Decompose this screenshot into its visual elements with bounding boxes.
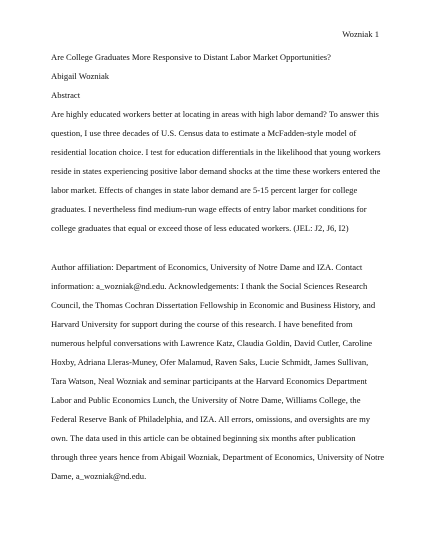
affiliation-line: Federal Reserve Bank of Philadelphia, and IZA. All errors, omissions, and oversights are my — [51, 414, 371, 424]
affiliation-line: Author affiliation: Department of Economics, University of Notre Dame and IZA. Contact — [51, 262, 363, 272]
abstract-heading: Abstract — [51, 90, 81, 100]
affiliation-line: Dame, a_wozniak@nd.edu. — [51, 471, 147, 481]
abstract-line: residential location choice. I test for education differentials in the likelihood that young workers — [51, 147, 381, 157]
abstract-line: reside in states experiencing positive labor demand shocks at the time these workers entered the — [51, 166, 381, 176]
abstract-line: Are highly educated workers better at locating in areas with high labor demand? To answer this — [51, 109, 379, 119]
abstract-line: question, I use three decades of U.S. Census data to estimate a McFadden-style model of — [51, 128, 357, 138]
affiliation-line: Hoxby, Adriana Lleras-Muney, Ofer Malamud, Raven Saks, Lucie Schmidt, James Sullivan, — [51, 357, 369, 367]
running-head: Wozniak 1 — [342, 29, 379, 39]
affiliation-line: own. The data used in this article can be obtained beginning six months after publication — [51, 433, 356, 443]
affiliation-line: Labor and Public Economics Lunch, the University of Notre Dame, Williams College, the — [51, 395, 361, 405]
abstract-line: labor market. Effects of changes in state labor demand are 5-15 percent larger for college — [51, 185, 358, 195]
paper-title: Are College Graduates More Responsive to Distant Labor Market Opportunities? — [51, 52, 331, 62]
affiliation-line: through three years hence from Abigail Wozniak, Department of Economics, University of Notre — [51, 452, 385, 462]
affiliation-line: Tara Watson, Neal Wozniak and seminar participants at the Harvard Economics Department — [51, 376, 368, 386]
abstract-line: college graduates that equal or exceed those of less educated workers. (JEL: J2, J6, I2) — [51, 223, 349, 233]
author-name: Abigail Wozniak — [51, 71, 110, 81]
affiliation-line: Harvard University for support during the course of this research. I have benefited from — [51, 319, 353, 329]
affiliation-line: numerous helpful conversations with Lawrence Katz, Claudia Goldin, David Cutler, Caroline — [51, 338, 373, 348]
abstract-line: graduates. I nevertheless find medium-run wage effects of entry labor market conditions for — [51, 204, 367, 214]
affiliation-line: information: a_wozniak@nd.edu. Acknowledgements: I thank the Social Sciences Research — [51, 281, 368, 291]
affiliation-line: Council, the Thomas Cochran Dissertation Fellowship in Economic and Business History, and — [51, 300, 376, 310]
